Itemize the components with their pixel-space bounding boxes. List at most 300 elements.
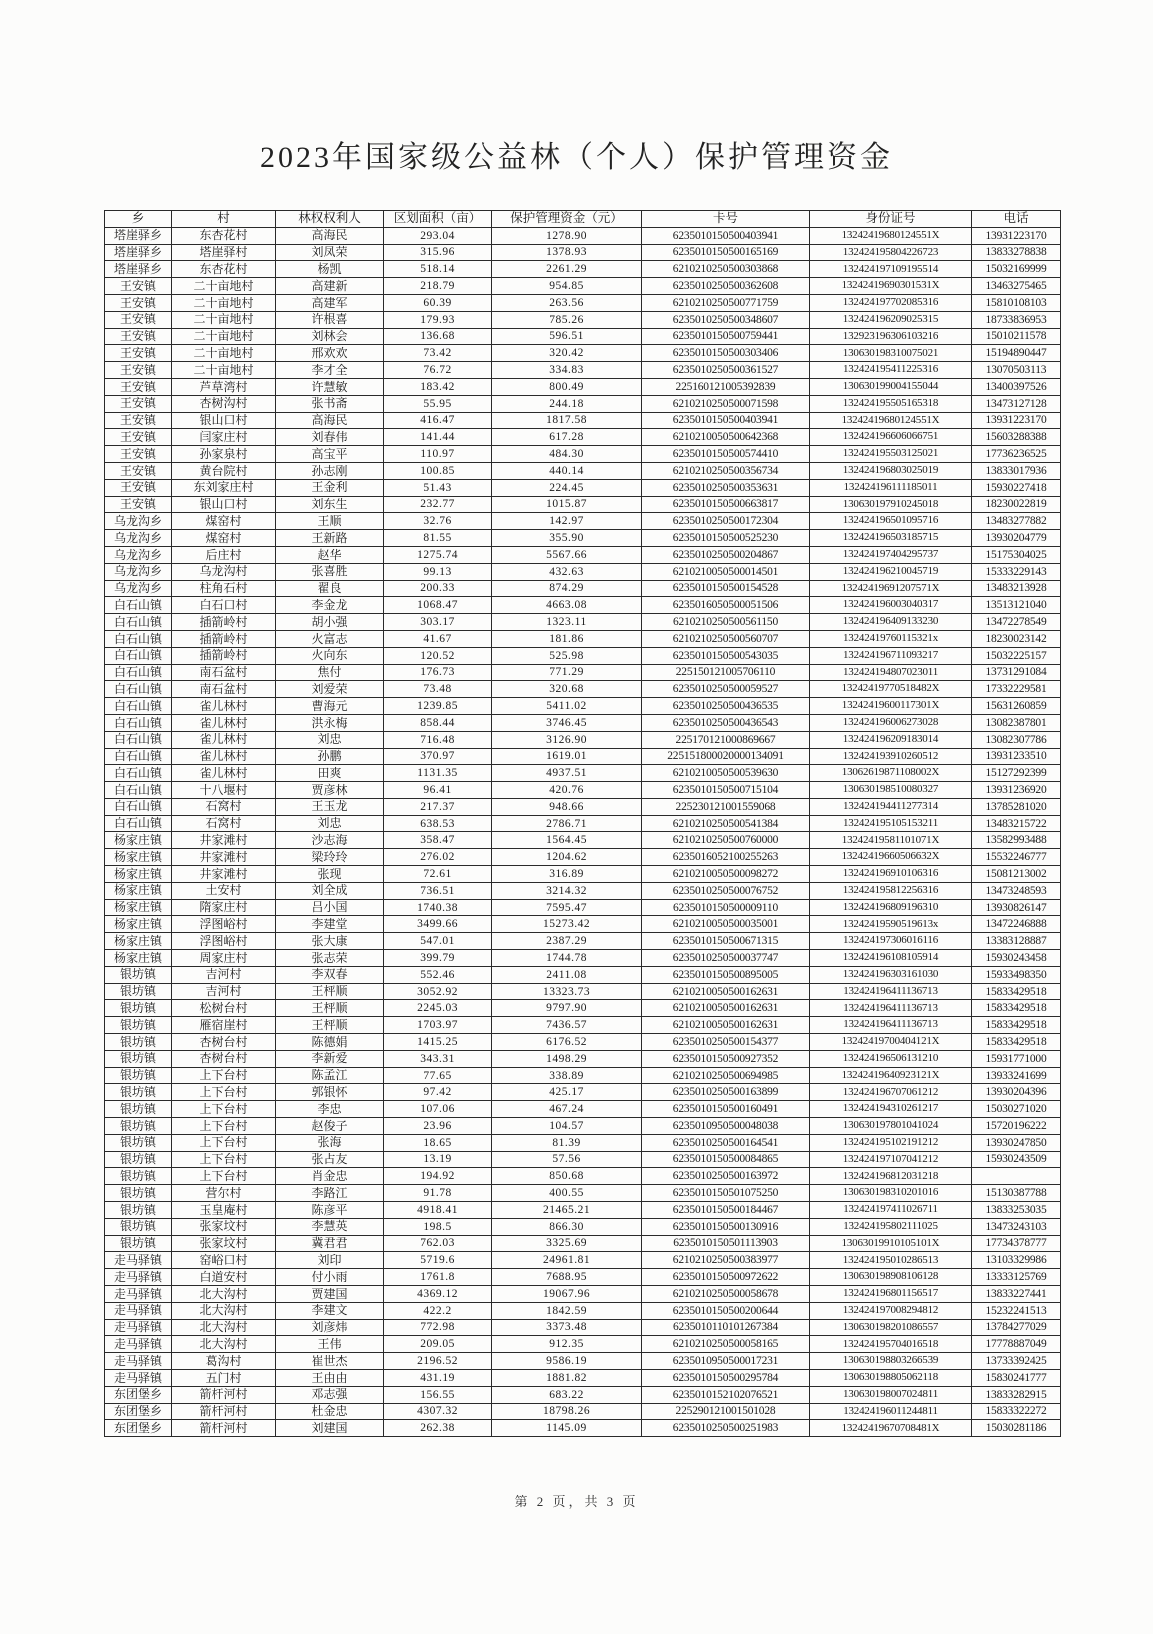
cell-card-no: 6210210250500058678 (642, 1286, 810, 1303)
cell-area-mu: 1761.8 (384, 1269, 492, 1286)
cell-funds-yuan: 1145.09 (492, 1420, 642, 1437)
cell-id-no: 13242419660506632X (810, 849, 972, 866)
cell-area-mu: 4307.32 (384, 1403, 492, 1420)
cell-phone: 13473248593 (972, 882, 1061, 899)
cell-phone: 13463275465 (972, 278, 1061, 295)
cell-township: 白石山镇 (105, 664, 172, 681)
cell-funds-yuan: 57.56 (492, 1151, 642, 1168)
cell-village: 井家滩村 (172, 849, 276, 866)
cell-area-mu: 194.92 (384, 1168, 492, 1185)
cell-township: 走马驿镇 (105, 1319, 172, 1336)
cell-phone: 17778887049 (972, 1336, 1061, 1353)
cell-village: 吉河村 (172, 983, 276, 1000)
cell-area-mu: 200.33 (384, 580, 492, 597)
cell-village: 井家滩村 (172, 832, 276, 849)
table-row (105, 1235, 1061, 1252)
cell-village: 营尔村 (172, 1185, 276, 1202)
cell-rights-holder: 王金利 (276, 479, 384, 496)
table-row (105, 966, 1061, 983)
cell-village: 二十亩地村 (172, 362, 276, 379)
cell-township: 走马驿镇 (105, 1302, 172, 1319)
cell-card-no: 6210210250500303868 (642, 261, 810, 278)
cell-card-no: 6210210050500642368 (642, 429, 810, 446)
cell-area-mu: 3499.66 (384, 916, 492, 933)
cell-card-no: 6210210250500694985 (642, 1067, 810, 1084)
cell-rights-holder: 刘忠 (276, 815, 384, 832)
cell-card-no: 225230121001559068 (642, 798, 810, 815)
cell-phone: 13400397526 (972, 378, 1061, 395)
cell-funds-yuan: 3746.45 (492, 714, 642, 731)
cell-funds-yuan: 7436.57 (492, 1017, 642, 1034)
cell-id-no: 130630198805062118 (810, 1369, 972, 1386)
cell-village: 北大沟村 (172, 1319, 276, 1336)
cell-id-no: 132424196411136713 (810, 983, 972, 1000)
cell-village: 井家滩村 (172, 866, 276, 883)
cell-funds-yuan: 467.24 (492, 1101, 642, 1118)
cell-rights-holder: 梁玲玲 (276, 849, 384, 866)
cell-rights-holder: 王玉龙 (276, 798, 384, 815)
table-row (105, 1269, 1061, 1286)
cell-id-no: 132424194411277314 (810, 798, 972, 815)
cell-township: 银坊镇 (105, 966, 172, 983)
col-header-card-no: 卡号 (642, 211, 810, 228)
table-row (105, 1050, 1061, 1067)
table-row (105, 731, 1061, 748)
cell-funds-yuan: 1323.11 (492, 614, 642, 631)
cell-id-no: 132424197107041212 (810, 1151, 972, 1168)
table-row (105, 1151, 1061, 1168)
cell-rights-holder: 李路江 (276, 1185, 384, 1202)
cell-village: 插箭岭村 (172, 614, 276, 631)
cell-village: 芦草湾村 (172, 378, 276, 395)
cell-funds-yuan: 4937.51 (492, 765, 642, 782)
cell-township: 银坊镇 (105, 1050, 172, 1067)
cell-village: 雀儿林村 (172, 765, 276, 782)
cell-funds-yuan: 1498.29 (492, 1050, 642, 1067)
cell-id-no: 132424195503125021 (810, 446, 972, 463)
cell-card-no: 6210210050500162631 (642, 1017, 810, 1034)
cell-funds-yuan: 596.51 (492, 328, 642, 345)
cell-area-mu: 55.95 (384, 395, 492, 412)
cell-phone: 15532246777 (972, 849, 1061, 866)
cell-area-mu: 218.79 (384, 278, 492, 295)
cell-phone: 15232241513 (972, 1302, 1061, 1319)
cell-phone: 13082387801 (972, 714, 1061, 731)
cell-phone: 15833429518 (972, 983, 1061, 1000)
col-header-area-mu: 区划面积（亩） (384, 211, 492, 228)
table-row (105, 614, 1061, 631)
table-row (105, 294, 1061, 311)
cell-rights-holder: 胡小强 (276, 614, 384, 631)
table-row (105, 983, 1061, 1000)
cell-rights-holder: 曹海元 (276, 698, 384, 715)
cell-village: 塔崖驿村 (172, 244, 276, 261)
cell-phone: 15032169999 (972, 261, 1061, 278)
cell-rights-holder: 王枰顺 (276, 1000, 384, 1017)
cell-card-no: 6210210050500162631 (642, 983, 810, 1000)
cell-area-mu: 416.47 (384, 412, 492, 429)
cell-phone: 15333229143 (972, 563, 1061, 580)
cell-area-mu: 276.02 (384, 849, 492, 866)
table-row (105, 798, 1061, 815)
cell-card-no: 6235010150500671315 (642, 933, 810, 950)
cell-village: 南石盆村 (172, 681, 276, 698)
cell-rights-holder: 高宝平 (276, 446, 384, 463)
col-header-id-no: 身份证号 (810, 211, 972, 228)
cell-area-mu: 4369.12 (384, 1286, 492, 1303)
cell-rights-holder: 王伟 (276, 1336, 384, 1353)
cell-funds-yuan: 2387.29 (492, 933, 642, 950)
table-row (105, 1168, 1061, 1185)
cell-phone: 15631260859 (972, 698, 1061, 715)
table-row (105, 832, 1061, 849)
cell-card-no: 6235010150500715104 (642, 782, 810, 799)
table-row (105, 899, 1061, 916)
cell-area-mu: 716.48 (384, 731, 492, 748)
cell-township: 白石山镇 (105, 798, 172, 815)
cell-funds-yuan: 18798.26 (492, 1403, 642, 1420)
cell-township: 白石山镇 (105, 647, 172, 664)
cell-village: 黄台院村 (172, 462, 276, 479)
cell-township: 王安镇 (105, 395, 172, 412)
cell-village: 吉河村 (172, 966, 276, 983)
cell-area-mu: 552.46 (384, 966, 492, 983)
cell-phone: 13833282915 (972, 1386, 1061, 1403)
cell-id-no: 13242419770518482X (810, 681, 972, 698)
cell-village: 石窝村 (172, 815, 276, 832)
cell-funds-yuan: 954.85 (492, 278, 642, 295)
cell-card-no: 6235010250500154377 (642, 1034, 810, 1051)
cell-township: 银坊镇 (105, 1017, 172, 1034)
cell-township: 王安镇 (105, 412, 172, 429)
cell-village: 雀儿林村 (172, 714, 276, 731)
cell-township: 王安镇 (105, 479, 172, 496)
cell-phone: 13483215722 (972, 815, 1061, 832)
cell-funds-yuan: 1564.45 (492, 832, 642, 849)
table-header (105, 211, 1061, 228)
cell-village: 上下台村 (172, 1118, 276, 1135)
cell-area-mu: 1740.38 (384, 899, 492, 916)
cell-id-no: 132424195802111025 (810, 1218, 972, 1235)
cell-id-no: 132424196209025315 (810, 311, 972, 328)
cell-phone: 13731291084 (972, 664, 1061, 681)
cell-area-mu: 41.67 (384, 630, 492, 647)
cell-id-no: 132424196303161030 (810, 966, 972, 983)
cell-township: 杨家庄镇 (105, 849, 172, 866)
cell-funds-yuan: 24961.81 (492, 1252, 642, 1269)
cell-township: 乌龙沟乡 (105, 546, 172, 563)
cell-id-no: 132424197411026711 (810, 1202, 972, 1219)
cell-card-no: 6235010250500251983 (642, 1420, 810, 1437)
cell-card-no: 6235010150500130916 (642, 1218, 810, 1235)
cell-area-mu: 1068.47 (384, 597, 492, 614)
cell-area-mu: 96.41 (384, 782, 492, 799)
page-number: 第 2 页，共 3 页 (514, 1494, 639, 1510)
funds-table (104, 210, 1061, 1437)
cell-township: 银坊镇 (105, 1168, 172, 1185)
cell-card-no: 225170121000869667 (642, 731, 810, 748)
cell-rights-holder: 高建军 (276, 294, 384, 311)
cell-card-no: 6210210250500356734 (642, 462, 810, 479)
cell-funds-yuan: 1015.87 (492, 496, 642, 513)
cell-id-no: 130630198510080327 (810, 782, 972, 799)
cell-funds-yuan: 3373.48 (492, 1319, 642, 1336)
cell-village: 周家庄村 (172, 950, 276, 967)
cell-funds-yuan: 2786.71 (492, 815, 642, 832)
cell-township: 东团堡乡 (105, 1386, 172, 1403)
table-row (105, 916, 1061, 933)
table-row (105, 714, 1061, 731)
table-row (105, 462, 1061, 479)
cell-area-mu: 3052.92 (384, 983, 492, 1000)
cell-card-no: 6210210250500560707 (642, 630, 810, 647)
cell-area-mu: 107.06 (384, 1101, 492, 1118)
cell-rights-holder: 王枰顺 (276, 983, 384, 1000)
cell-rights-holder: 冀君君 (276, 1235, 384, 1252)
cell-village: 雀儿林村 (172, 698, 276, 715)
cell-village: 二十亩地村 (172, 294, 276, 311)
cell-rights-holder: 杨凯 (276, 261, 384, 278)
cell-id-no: 132424195010286513 (810, 1252, 972, 1269)
cell-phone: 15931771000 (972, 1050, 1061, 1067)
cell-rights-holder: 邢欢欢 (276, 345, 384, 362)
cell-card-no: 6235010150500895005 (642, 966, 810, 983)
cell-village: 十八堰村 (172, 782, 276, 799)
cell-village: 北大沟村 (172, 1302, 276, 1319)
cell-funds-yuan: 425.17 (492, 1084, 642, 1101)
table-row (105, 698, 1061, 715)
table-row (105, 1067, 1061, 1084)
cell-township: 王安镇 (105, 462, 172, 479)
cell-id-no: 132923196306103216 (810, 328, 972, 345)
cell-area-mu: 638.53 (384, 815, 492, 832)
cell-township: 银坊镇 (105, 1185, 172, 1202)
cell-township: 银坊镇 (105, 1218, 172, 1235)
cell-id-no: 13242419691207571X (810, 580, 972, 597)
cell-id-no: 132424195105153211 (810, 815, 972, 832)
cell-id-no: 13242419590519613x (810, 916, 972, 933)
cell-funds-yuan: 7688.95 (492, 1269, 642, 1286)
table-row (105, 412, 1061, 429)
table-row (105, 1369, 1061, 1386)
cell-phone: 15010211578 (972, 328, 1061, 345)
cell-card-no: 6235010250500164541 (642, 1134, 810, 1151)
cell-card-no: 6235016050500051506 (642, 597, 810, 614)
cell-township: 东团堡乡 (105, 1420, 172, 1437)
cell-township: 乌龙沟乡 (105, 530, 172, 547)
cell-village: 煤窑村 (172, 513, 276, 530)
table-row (105, 345, 1061, 362)
cell-village: 上下台村 (172, 1151, 276, 1168)
cell-area-mu: 1415.25 (384, 1034, 492, 1051)
cell-card-no: 6235010250500361527 (642, 362, 810, 379)
cell-phone: 13785281020 (972, 798, 1061, 815)
cell-village: 南石盆村 (172, 664, 276, 681)
cell-card-no: 6210210050500162631 (642, 1000, 810, 1017)
cell-funds-yuan: 5411.02 (492, 698, 642, 715)
table-row (105, 1403, 1061, 1420)
cell-card-no: 6210210250500541384 (642, 815, 810, 832)
cell-village: 土安村 (172, 882, 276, 899)
table-row (105, 311, 1061, 328)
cell-township: 乌龙沟乡 (105, 513, 172, 530)
cell-rights-holder: 刘东生 (276, 496, 384, 513)
cell-phone: 13933241699 (972, 1067, 1061, 1084)
cell-township: 白石山镇 (105, 597, 172, 614)
cell-phone: 17332229581 (972, 681, 1061, 698)
cell-funds-yuan: 785.26 (492, 311, 642, 328)
table-row (105, 1218, 1061, 1235)
cell-funds-yuan: 771.29 (492, 664, 642, 681)
cell-id-no: 132424197306016116 (810, 933, 972, 950)
cell-rights-holder: 高海民 (276, 227, 384, 244)
cell-funds-yuan: 432.63 (492, 563, 642, 580)
cell-rights-holder: 赵俊子 (276, 1118, 384, 1135)
table-row (105, 1017, 1061, 1034)
table-row (105, 563, 1061, 580)
cell-village: 二十亩地村 (172, 311, 276, 328)
cell-township: 白石山镇 (105, 731, 172, 748)
cell-township: 东团堡乡 (105, 1403, 172, 1420)
cell-rights-holder: 高海民 (276, 412, 384, 429)
cell-rights-holder: 崔世杰 (276, 1353, 384, 1370)
cell-funds-yuan: 420.76 (492, 782, 642, 799)
cell-area-mu: 293.04 (384, 227, 492, 244)
cell-township: 王安镇 (105, 362, 172, 379)
cell-phone: 13070503113 (972, 362, 1061, 379)
cell-village: 二十亩地村 (172, 278, 276, 295)
cell-area-mu: 315.96 (384, 244, 492, 261)
cell-township: 走马驿镇 (105, 1286, 172, 1303)
cell-id-no: 13242419640923121X (810, 1067, 972, 1084)
cell-rights-holder: 王新路 (276, 530, 384, 547)
cell-card-no: 6235010110101267384 (642, 1319, 810, 1336)
cell-id-no: 132424195411225316 (810, 362, 972, 379)
cell-area-mu: 18.65 (384, 1134, 492, 1151)
cell-village: 上下台村 (172, 1067, 276, 1084)
cell-rights-holder: 高建新 (276, 278, 384, 295)
table-row (105, 446, 1061, 463)
cell-area-mu: 217.37 (384, 798, 492, 815)
cell-funds-yuan: 3214.32 (492, 882, 642, 899)
table-row (105, 597, 1061, 614)
cell-village: 北大沟村 (172, 1336, 276, 1353)
cell-phone: 13472278549 (972, 614, 1061, 631)
cell-rights-holder: 李才全 (276, 362, 384, 379)
cell-phone: 13383128887 (972, 933, 1061, 950)
cell-village: 雁宿崖村 (172, 1017, 276, 1034)
cell-id-no: 13242419670708481X (810, 1420, 972, 1437)
cell-rights-holder: 杜金忠 (276, 1403, 384, 1420)
cell-phone: 13472246888 (972, 916, 1061, 933)
cell-card-no: 6210210250500058165 (642, 1336, 810, 1353)
cell-card-no: 6235010150500574410 (642, 446, 810, 463)
cell-id-no: 13242419690301531X (810, 278, 972, 295)
cell-village: 上下台村 (172, 1084, 276, 1101)
cell-card-no: 6235010250500037747 (642, 950, 810, 967)
cell-id-no: 130630198908106128 (810, 1269, 972, 1286)
cell-area-mu: 431.19 (384, 1369, 492, 1386)
cell-rights-holder: 肖金忠 (276, 1168, 384, 1185)
cell-card-no: 6235010150500165169 (642, 244, 810, 261)
cell-rights-holder: 王枰顺 (276, 1017, 384, 1034)
cell-phone: 13483213928 (972, 580, 1061, 597)
cell-village: 浮图峪村 (172, 933, 276, 950)
cell-id-no: 13242419581101071X (810, 832, 972, 849)
cell-id-no: 132424194310261217 (810, 1101, 972, 1118)
cell-card-no: 225160121005392839 (642, 378, 810, 395)
cell-card-no: 6210210250500771759 (642, 294, 810, 311)
cell-township: 塔崖驿乡 (105, 261, 172, 278)
cell-rights-holder: 田爽 (276, 765, 384, 782)
cell-township: 王安镇 (105, 294, 172, 311)
cell-funds-yuan: 224.45 (492, 479, 642, 496)
cell-rights-holder: 张海 (276, 1134, 384, 1151)
table-row (105, 681, 1061, 698)
cell-township: 王安镇 (105, 345, 172, 362)
cell-area-mu: 72.61 (384, 866, 492, 883)
cell-card-no: 6210210250500383977 (642, 1252, 810, 1269)
cell-phone: 13833017936 (972, 462, 1061, 479)
cell-village: 上下台村 (172, 1168, 276, 1185)
cell-funds-yuan: 15273.42 (492, 916, 642, 933)
cell-township: 杨家庄镇 (105, 933, 172, 950)
cell-phone: 13582993488 (972, 832, 1061, 849)
cell-village: 北大沟村 (172, 1286, 276, 1303)
cell-card-no: 6210210250500561150 (642, 614, 810, 631)
cell-township: 王安镇 (105, 278, 172, 295)
cell-funds-yuan: 9586.19 (492, 1353, 642, 1370)
table-row (105, 748, 1061, 765)
cell-township: 银坊镇 (105, 1000, 172, 1017)
cell-funds-yuan: 320.68 (492, 681, 642, 698)
cell-rights-holder: 许慧敏 (276, 378, 384, 395)
cell-area-mu: 358.47 (384, 832, 492, 849)
cell-id-no: 132424196411136713 (810, 1017, 972, 1034)
cell-rights-holder: 沙志海 (276, 832, 384, 849)
cell-village: 插箭岭村 (172, 647, 276, 664)
cell-phone: 15032225157 (972, 647, 1061, 664)
cell-funds-yuan: 81.39 (492, 1134, 642, 1151)
cell-village: 雀儿林村 (172, 731, 276, 748)
cell-township: 银坊镇 (105, 983, 172, 1000)
cell-funds-yuan: 400.55 (492, 1185, 642, 1202)
cell-id-no: 132424196506131210 (810, 1050, 972, 1067)
cell-phone: 15933498350 (972, 966, 1061, 983)
cell-area-mu: 5719.6 (384, 1252, 492, 1269)
cell-id-no: 13242419680124551X (810, 227, 972, 244)
cell-village: 上下台村 (172, 1134, 276, 1151)
cell-area-mu: 343.31 (384, 1050, 492, 1067)
cell-phone: 15930243509 (972, 1151, 1061, 1168)
cell-township: 王安镇 (105, 429, 172, 446)
cell-card-no: 6235010150500200644 (642, 1302, 810, 1319)
cell-area-mu: 141.44 (384, 429, 492, 446)
table-row (105, 227, 1061, 244)
cell-card-no: 6235010150500009110 (642, 899, 810, 916)
cell-id-no: 132424196707061212 (810, 1084, 972, 1101)
cell-funds-yuan: 617.28 (492, 429, 642, 446)
cell-id-no: 13242419700404121X (810, 1034, 972, 1051)
cell-funds-yuan: 263.56 (492, 294, 642, 311)
table-row (105, 362, 1061, 379)
cell-village: 隋家庄村 (172, 899, 276, 916)
cell-rights-holder: 贾彦林 (276, 782, 384, 799)
cell-phone: 15030271020 (972, 1101, 1061, 1118)
cell-funds-yuan: 2261.29 (492, 261, 642, 278)
cell-id-no: 132424196809196310 (810, 899, 972, 916)
cell-rights-holder: 火富志 (276, 630, 384, 647)
